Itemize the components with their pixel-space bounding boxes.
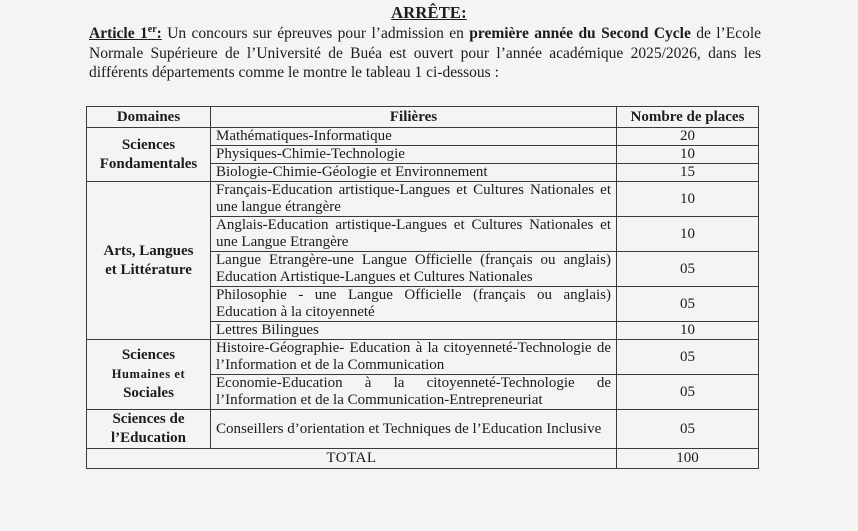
article-label: [89, 25, 162, 42]
places-cell: 05: [617, 410, 759, 449]
total-label: TOTAL: [87, 449, 617, 469]
domain-cell: [87, 182, 211, 340]
domain-cell: [87, 410, 211, 449]
domain-name-line: Sciences de: [112, 411, 185, 427]
header-domaines: Domaines: [87, 107, 211, 128]
article-bold-text: première année du Second Cycle: [469, 25, 691, 42]
places-cell: 10: [617, 322, 759, 340]
domain-name-line: Humaines et: [111, 367, 186, 381]
table-header-row: [87, 107, 759, 128]
article-label-text: Article 1: [89, 25, 148, 42]
table-row: [87, 128, 759, 146]
article-label-colon: :: [156, 25, 162, 42]
filiere-cell: Langue Etrangère-une Langue Officielle (français ou anglais) Education Artistique-Langues et Cultures Nationales: [211, 252, 617, 287]
domain-cell: [87, 128, 211, 182]
article-1-paragraph: [89, 24, 761, 83]
places-cell: 05: [617, 340, 759, 375]
places-cell: 15: [617, 164, 759, 182]
total-value: 100: [617, 449, 759, 469]
domain-name-line: l’Education: [110, 430, 186, 446]
domain-name-line: Sciences: [121, 136, 176, 153]
places-cell: 10: [617, 146, 759, 164]
places-cell: 05: [617, 252, 759, 287]
places-cell: 10: [617, 182, 759, 217]
domain-name-line: Sciences: [121, 347, 176, 363]
places-table: [86, 106, 759, 469]
table-row: [87, 410, 759, 449]
filiere-cell: Mathématiques-Informatique: [211, 128, 617, 146]
table-row: [87, 340, 759, 375]
header-filieres: Filières: [211, 107, 617, 128]
domain-name-line: Arts, Langues: [103, 242, 194, 259]
filiere-cell: Français-Education artistique-Langues et Cultures Nationales et une langue étrangère: [211, 182, 617, 217]
filiere-cell: Anglais-Education artistique-Langues et Cultures Nationales et une Langue Etrangère: [211, 217, 617, 252]
filiere-cell: Biologie-Chimie-Géologie et Environnement: [211, 164, 617, 182]
domain-name-line: et Littérature: [105, 261, 192, 278]
decree-heading: ARRÊTE:: [391, 3, 467, 22]
table-row: [87, 182, 759, 217]
total-row: [87, 449, 759, 469]
filiere-cell: Lettres Bilingues: [211, 322, 617, 340]
table-body: [87, 128, 759, 469]
article-text-1: Un concours sur épreuves pour l’admission en: [161, 25, 470, 42]
article-label-superscript: er: [147, 23, 157, 35]
domain-name-line: Sociales: [123, 385, 174, 401]
places-cell: 05: [617, 375, 759, 410]
filiere-cell: Economie-Education à la citoyenneté-Technologie de l’Information et de la Communication-Entrepreneuriat: [211, 375, 617, 410]
header-places: Nombre de places: [617, 107, 759, 128]
article-text-2: de l’Ecole Normale Supérieure de l’Université de Buéa est ouvert pour l’année académique 2025/2026, dans les différents départements comme le montre le tableau 1 ci-dessous :: [89, 25, 762, 81]
places-cell: 20: [617, 128, 759, 146]
domain-cell: [87, 340, 211, 410]
places-cell: 10: [617, 217, 759, 252]
places-cell: 05: [617, 287, 759, 322]
filiere-cell: Conseillers d’orientation et Techniques de l’Education Inclusive: [211, 410, 617, 449]
filiere-cell: Philosophie - une Langue Officielle (français ou anglais) Education à la citoyenneté: [211, 287, 617, 322]
filiere-cell: Physiques-Chimie-Technologie: [211, 146, 617, 164]
filiere-cell: Histoire-Géographie- Education à la citoyenneté-Technologie de l’Information et de la Communication: [211, 340, 617, 375]
domain-name-line: Fondamentales: [99, 155, 198, 172]
